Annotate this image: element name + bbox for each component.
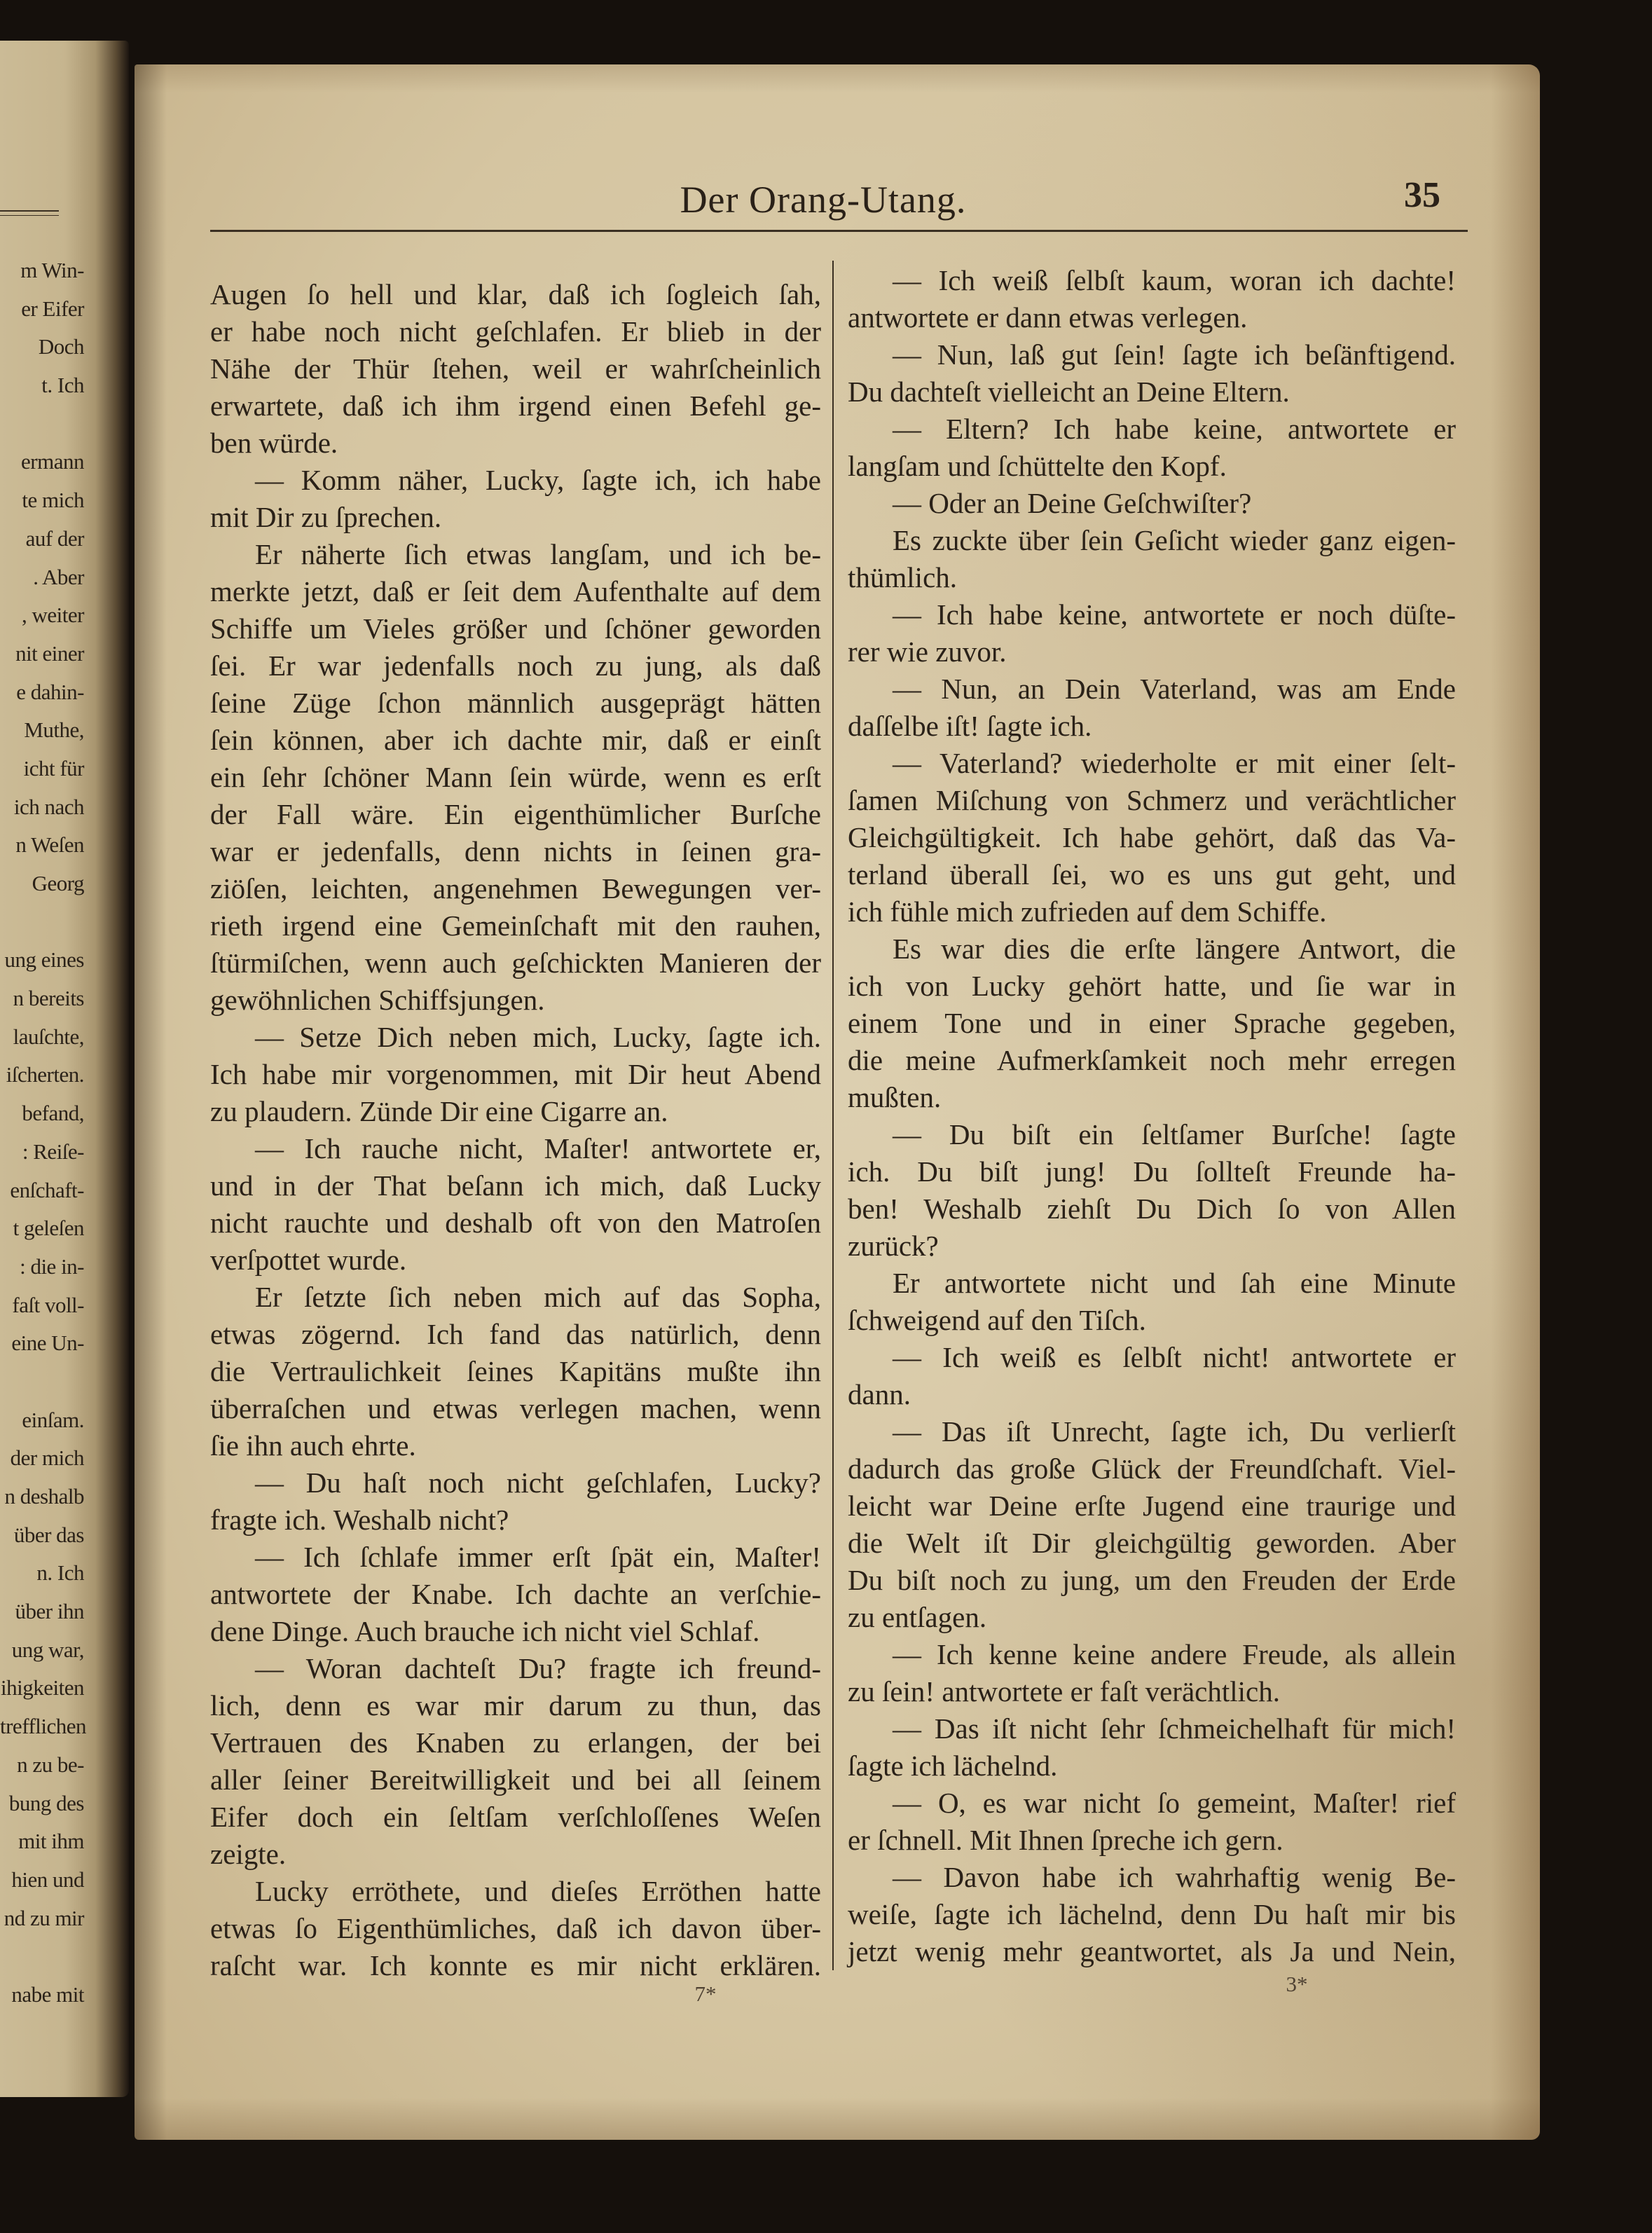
paragraph: [848, 745, 1456, 930]
text-line: ein ſehr ſchöner Mann ſein würde, wenn es erſt: [210, 761, 821, 793]
text-line: ich von Lucky gehört hatte, und ſie war in: [848, 970, 1456, 1002]
fragment-line: nabe mit: [11, 1981, 84, 2007]
fragment-line: icht für: [23, 755, 84, 781]
fragment-line: der mich: [10, 1445, 84, 1471]
text-line: ſei. Er war jedenfalls noch zu jung, als daß: [210, 650, 821, 682]
text-line: — Nun, laß gut ſein! ſagte ich beſänftigend.: [893, 338, 1456, 371]
text-line: — Ich weiß ſelbſt kaum, woran ich dachte!: [893, 264, 1456, 296]
right-column: [848, 262, 1456, 1970]
text-line: Gleichgültigkeit. Ich habe gehört, daß das Va-: [848, 821, 1456, 853]
text-line: terland überall ſei, wo es uns gut geht, und: [848, 858, 1456, 891]
fragment-line: e dahin-: [16, 679, 84, 704]
fragment-line: trefflichen: [0, 1714, 87, 1739]
paragraph: [848, 671, 1456, 745]
text-line: war er jedenfalls, denn nichts in ſeinen gra-: [210, 835, 821, 867]
text-line: die Welt iſt Dir gleichgültig geworden. Aber: [848, 1527, 1456, 1559]
text-line: Es war dies die erſte längere Antwort, die: [893, 933, 1456, 965]
text-line: Nähe der Thür ſtehen, weil er wahrſcheinlich: [210, 352, 821, 385]
text-line: — Oder an Deine Geſchwiſter?: [893, 487, 1252, 519]
fragment-line: te mich: [22, 488, 84, 513]
signature-mark: 7*: [694, 1981, 717, 2006]
text-line: leicht war Deine erſte Jugend eine traurige und: [848, 1490, 1456, 1522]
fragment-group: [0, 941, 84, 1363]
text-line: ziöſen, leichten, angenehmen Bewegungen ver-: [210, 872, 821, 905]
text-line: gewöhnlichen Schiffsjungen.: [210, 984, 545, 1016]
text-line: — Davon habe ich wahrhaftig wenig Be-: [893, 1861, 1456, 1893]
paragraph: [848, 1636, 1456, 1710]
paragraph: [210, 1873, 821, 1984]
text-line: die meine Aufmerkſamkeit noch mehr erregen: [848, 1044, 1456, 1076]
paragraph: [210, 276, 821, 462]
fragment-group: [0, 443, 84, 902]
text-line: ben würde.: [210, 427, 338, 459]
text-line: merkte jetzt, daß er ſeit dem Aufenthalte auf dem: [210, 575, 821, 607]
header-rule: [210, 230, 1468, 232]
paragraph: [210, 1130, 821, 1279]
text-line: ſagte ich lächelnd.: [848, 1750, 1058, 1782]
paragraph: [848, 930, 1456, 1116]
text-line: mit Dir zu ſprechen.: [210, 501, 442, 533]
text-line: zurück?: [848, 1230, 939, 1262]
paragraph: [848, 336, 1456, 411]
text-line: Es zuckte über ſein Geſicht wieder ganz eigen-: [893, 524, 1456, 556]
paragraph: [210, 462, 821, 536]
text-line: er habe noch nicht geſchlafen. Er blieb in der: [210, 315, 821, 348]
text-line: Er antwortete nicht und ſah eine Minute: [893, 1267, 1456, 1299]
text-line: — Vaterland? wiederholte er mit einer ſelt-: [893, 747, 1456, 779]
text-line: — Komm näher, Lucky, ſagte ich, ich habe: [255, 464, 821, 496]
text-line: verſpottet wurde.: [210, 1244, 407, 1276]
fragment-line: t geleſen: [13, 1216, 84, 1241]
paragraph: [210, 1279, 821, 1464]
text-line: langſam und ſchüttelte den Kopf.: [848, 450, 1227, 482]
text-line: überraſchen und etwas verlegen machen, wenn: [210, 1392, 821, 1424]
fragment-line: befand,: [22, 1101, 84, 1126]
fragment-group: [0, 1976, 84, 2014]
text-line: zeigte.: [210, 1838, 287, 1870]
paragraph: [848, 1785, 1456, 1859]
text-line: Ich habe mir vorgenommen, mit Dir heut Abend: [210, 1058, 821, 1090]
signature-mark: 3*: [1286, 1972, 1308, 1996]
paragraph: [848, 262, 1456, 336]
fragment-line: n Weſen: [15, 832, 84, 858]
text-line: ſamen Miſchung von Schmerz und verächtlicher: [848, 784, 1456, 816]
paragraph: [848, 596, 1456, 671]
fragment-line: iſcherten.: [6, 1062, 84, 1087]
fragment-line: m Win-: [20, 258, 84, 282]
fragment-line: Muthe,: [24, 717, 84, 743]
paragraph: [848, 1339, 1456, 1413]
text-line: der Fall wäre. Ein eigenthümlicher Burſche: [210, 798, 821, 830]
text-line: — Setze Dich neben mich, Lucky, ſagte ich.: [255, 1021, 821, 1053]
text-line: Lucky erröthete, und dieſes Erröthen hatte: [255, 1875, 821, 1907]
paragraph: [848, 1710, 1456, 1785]
paragraph: [210, 1539, 821, 1650]
left-column: [210, 276, 821, 1984]
text-line: Er näherte ſich etwas langſam, und ich be-: [255, 538, 821, 570]
text-line: ſein können, aber ich dachte mir, daß er einſt: [210, 724, 821, 756]
text-line: er ſchnell. Mit Ihnen ſpreche ich gern.: [848, 1824, 1283, 1856]
text-line: etwas ſo Eigenthümliches, daß ich davon über-: [210, 1912, 821, 1944]
paragraph: [848, 1413, 1456, 1636]
text-line: fragte ich. Weshalb nicht?: [210, 1504, 509, 1536]
text-line: lich, denn es war mir darum zu thun, das: [210, 1689, 821, 1722]
text-line: Du dachteſt vielleicht an Deine Eltern.: [848, 376, 1290, 408]
text-line: dann.: [848, 1378, 911, 1410]
fragment-line: n bereits: [13, 986, 84, 1011]
text-line: — Du haſt noch nicht geſchlafen, Lucky?: [255, 1466, 821, 1499]
text-line: rer wie zuvor.: [848, 635, 1007, 668]
text-line: dene Dinge. Auch brauche ich nicht viel Schlaf.: [210, 1615, 760, 1647]
left-page-header-rule: [0, 210, 59, 216]
fragment-line: Georg: [32, 871, 84, 895]
text-line: jetzt wenig mehr geantwortet, als Ja und Nein,: [848, 1935, 1456, 1967]
fragment-line: nd zu mir: [4, 1905, 84, 1930]
text-line: aller ſeiner Bereitwilligkeit und bei all ſeinem: [210, 1764, 821, 1796]
text-line: — Ich habe keine, antwortete er noch düſte-: [893, 598, 1456, 631]
fragment-line: eine Un-: [11, 1331, 84, 1356]
text-line: dadurch das große Glück der Freundſchaft. Viel-: [848, 1452, 1456, 1485]
fragment-line: lauſchte,: [13, 1024, 84, 1049]
text-line: zu entſagen.: [848, 1601, 987, 1633]
text-line: mußten.: [848, 1081, 942, 1113]
text-line: etwas zögernd. Ich fand das natürlich, denn: [210, 1318, 821, 1350]
fragment-line: über ihn: [15, 1599, 84, 1624]
text-line: — Das iſt nicht ſehr ſchmeichelhaft für mich!: [893, 1712, 1456, 1745]
paragraph: [210, 1650, 821, 1873]
text-line: ich fühle mich zufrieden auf dem Schiffe.: [848, 895, 1327, 928]
fragment-line: über das: [13, 1522, 84, 1547]
paragraph: [848, 485, 1456, 522]
text-line: ſchweigend auf den Tiſch.: [848, 1304, 1146, 1336]
text-line: nicht rauchte und deshalb oft von den Matroſen: [210, 1207, 821, 1239]
page-title: Der Orang-Utang.: [680, 179, 967, 221]
text-line: — Das iſt Unrecht, ſagte ich, Du verlierſt: [893, 1415, 1456, 1448]
fragment-line: ihigkeiten: [1, 1675, 84, 1700]
fragment-line: nit einer: [15, 640, 84, 666]
column-divider: [832, 261, 834, 1970]
page-number: 35: [1404, 175, 1440, 215]
text-line: thümlich.: [848, 561, 958, 593]
text-line: Augen ſo hell und klar, daß ich ſogleich ſah,: [210, 278, 821, 310]
fragment-line: enſchaft-: [10, 1177, 84, 1202]
paragraph: [848, 1116, 1456, 1265]
text-line: — Woran dachteſt Du? fragte ich freund-: [255, 1652, 821, 1684]
text-line: ſtürmiſchen, wenn auch geſchickten Manieren der: [210, 947, 821, 979]
fragment-line: hien und: [11, 1867, 84, 1892]
left-page-fragments: [0, 252, 87, 2014]
text-line: zu plaudern. Zünde Dir eine Cigarre an.: [210, 1095, 668, 1127]
fragment-line: einſam.: [22, 1407, 84, 1432]
fragment-line: mit ihm: [18, 1829, 84, 1854]
text-line: weiſe, ſagte ich lächelnd, denn Du haſt mir bis: [848, 1898, 1456, 1930]
fragment-group: [0, 1401, 87, 1938]
text-line: Eifer doch ein ſeltſam verſchloſſenes Weſen: [210, 1801, 821, 1833]
fragment-line: n. Ich: [36, 1560, 84, 1586]
text-line: Schiffe um Vieles größer und ſchöner geworden: [210, 612, 821, 645]
fragment-line: , weiter: [22, 603, 84, 628]
paragraph: [210, 1464, 821, 1539]
text-line: — Du biſt ein ſeltſamer Burſche! ſagte: [893, 1118, 1456, 1150]
fragment-line: er Eifer: [21, 296, 84, 321]
fragment-line: bung des: [8, 1790, 84, 1815]
paragraph: [210, 1019, 821, 1130]
paragraph: [210, 536, 821, 1019]
text-line: antwortete er dann etwas verlegen.: [848, 301, 1248, 334]
text-line: daſſelbe iſt! ſagte ich.: [848, 710, 1092, 742]
text-line: zu ſein! antwortete er faſt verächtlich.: [848, 1675, 1280, 1708]
fragment-line: ung war,: [11, 1637, 84, 1662]
text-line: — Ich ſchlafe immer erſt ſpät ein, Maſter!: [255, 1541, 821, 1573]
text-line: Du biſt noch zu jung, um den Freuden der Erde: [848, 1564, 1456, 1596]
fragment-line: Doch: [38, 334, 84, 359]
fragment-line: faſt voll-: [12, 1292, 84, 1317]
text-line: raſcht war. Ich konnte es mir nicht erklären.: [210, 1949, 821, 1981]
fragment-line: auf der: [25, 525, 84, 551]
text-line: die Vertraulichkeit ſeines Kapitäns mußte ihn: [210, 1355, 821, 1387]
fragment-line: t. Ich: [41, 373, 84, 398]
fragment-line: . Aber: [33, 564, 84, 589]
text-line: ſeine Züge ſchon männlich ausgeprägt hätten: [210, 687, 821, 719]
text-line: antwortete der Knabe. Ich dachte an verſchie-: [210, 1578, 821, 1610]
paragraph: [848, 522, 1456, 596]
paragraph: [848, 411, 1456, 485]
text-line: erwartete, daß ich ihm irgend einen Befehl ge-: [210, 390, 821, 422]
text-line: — Ich rauche nicht, Maſter! antwortete er,: [255, 1132, 821, 1164]
text-line: — O, es war nicht ſo gemeint, Maſter! rief: [893, 1787, 1456, 1819]
paragraph: [848, 1859, 1456, 1970]
fragment-line: ung eines: [4, 947, 84, 973]
text-line: einem Tone und in einer Sprache gegeben,: [848, 1007, 1456, 1039]
text-line: ben! Weshalb ziehſt Du Dich ſo von Allen: [848, 1193, 1456, 1225]
text-line: — Nun, an Dein Vaterland, was am Ende: [893, 673, 1456, 705]
text-line: Vertrauen des Knaben zu erlangen, der bei: [210, 1726, 821, 1759]
fragment-line: n zu be-: [17, 1752, 84, 1777]
fragment-line: ich nach: [13, 794, 84, 819]
text-line: ich. Du biſt jung! Du ſollteſt Freunde ha-: [848, 1155, 1456, 1188]
text-line: Er ſetzte ſich neben mich auf das Sopha,: [255, 1281, 821, 1313]
fragment-line: ermann: [21, 449, 84, 474]
text-line: — Ich weiß es ſelbſt nicht! antwortete er: [893, 1341, 1456, 1373]
text-line: rieth irgend eine Gemeinſchaft mit den rauhen,: [210, 909, 821, 942]
text-line: — Ich kenne keine andere Freude, als allein: [893, 1638, 1456, 1670]
text-line: — Eltern? Ich habe keine, antwortete er: [893, 413, 1456, 445]
fragment-group: [0, 252, 84, 405]
fragment-line: : Reiſe-: [22, 1139, 84, 1164]
text-line: ſie ihn auch ehrte.: [210, 1429, 416, 1462]
text-line: und in der That beſann ich mich, daß Lucky: [210, 1169, 821, 1202]
paragraph: [848, 1265, 1456, 1339]
fragment-line: : die in-: [20, 1253, 84, 1279]
fragment-line: n deshalb: [4, 1484, 84, 1509]
